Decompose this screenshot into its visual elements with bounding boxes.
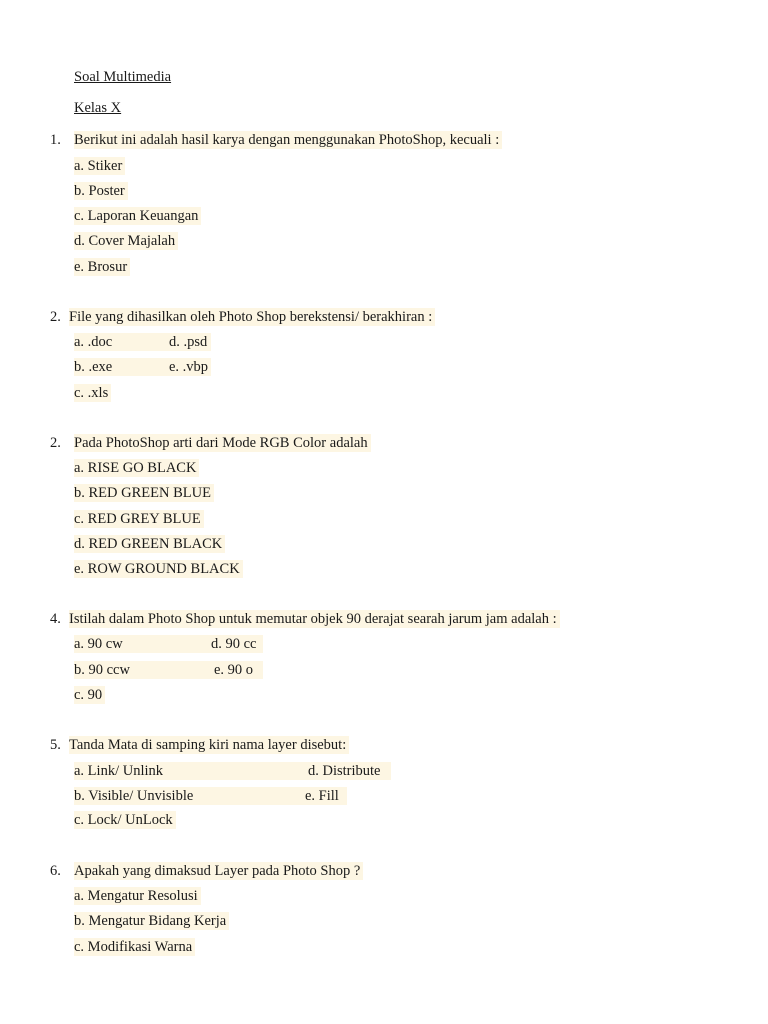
question-3-option-d: d. RED GREEN BLACK [74, 535, 225, 553]
question-5-number: 5. [50, 737, 61, 753]
question-4-text: Istilah dalam Photo Shop untuk memutar objek 90 derajat searah jarum jam adalah : [69, 610, 560, 628]
question-1-option-c: c. Laporan Keuangan [74, 207, 201, 225]
question-1-option-b: b. Poster [74, 182, 128, 200]
question-6-number: 6. [50, 863, 61, 879]
question-4-option-c: c. 90 [74, 686, 105, 704]
question-4-option-e: e. 90 o [214, 662, 254, 678]
question-3-option-e: e. ROW GROUND BLACK [74, 560, 243, 578]
question-1-option-d: d. Cover Majalah [74, 232, 178, 250]
question-1-option-e: e. Brosur [74, 258, 130, 276]
question-6-option-a: a. Mengatur Resolusi [74, 887, 201, 905]
question-6-option-c: c. Modifikasi Warna [74, 938, 195, 956]
question-4-option-b: b. 90 ccw [74, 661, 263, 679]
question-2-option-d: d. .psd [169, 334, 208, 350]
question-2-option-e: e. .vbp [169, 359, 209, 375]
class-label: Kelas X [74, 100, 122, 116]
question-2-number: 2. [50, 309, 61, 325]
question-2-text: File yang dihasilkan oleh Photo Shop berekstensi/ berakhiran : [69, 308, 435, 326]
document-title: Soal Multimedia [74, 69, 172, 85]
question-5-text: Tanda Mata di samping kiri nama layer disebut: [69, 736, 349, 754]
question-3-number: 2. [50, 435, 61, 451]
question-1-text: Berikut ini adalah hasil karya dengan menggunakan PhotoShop, kecuali : [74, 131, 502, 149]
question-5-option-a: a. Link/ Unlink [74, 762, 391, 780]
question-2-option-a: a. .doc [74, 333, 211, 351]
question-1-number: 1. [50, 132, 61, 148]
question-4-option-a: a. 90 cw [74, 635, 263, 653]
question-4-number: 4. [50, 611, 61, 627]
question-4-option-d: d. 90 cc [211, 636, 257, 652]
question-5-option-e: e. Fill [305, 788, 339, 804]
question-6-text: Apakah yang dimaksud Layer pada Photo Shop ? [74, 862, 363, 880]
question-3-option-b: b. RED GREEN BLUE [74, 484, 214, 502]
question-3-option-c: c. RED GREY BLUE [74, 510, 204, 528]
question-2-option-c: c. .xls [74, 384, 111, 402]
question-3-text: Pada PhotoShop arti dari Mode RGB Color adalah [74, 434, 371, 452]
question-5-option-d: d. Distribute [308, 763, 381, 779]
question-5-option-c: c. Lock/ UnLock [74, 811, 176, 829]
question-6-option-b: b. Mengatur Bidang Kerja [74, 912, 229, 930]
question-2-option-b: b. .exe [74, 358, 211, 376]
question-3-option-a: a. RISE GO BLACK [74, 459, 199, 477]
question-1-option-a: a. Stiker [74, 157, 125, 175]
question-5-option-b: b. Visible/ Unvisible [74, 787, 347, 805]
